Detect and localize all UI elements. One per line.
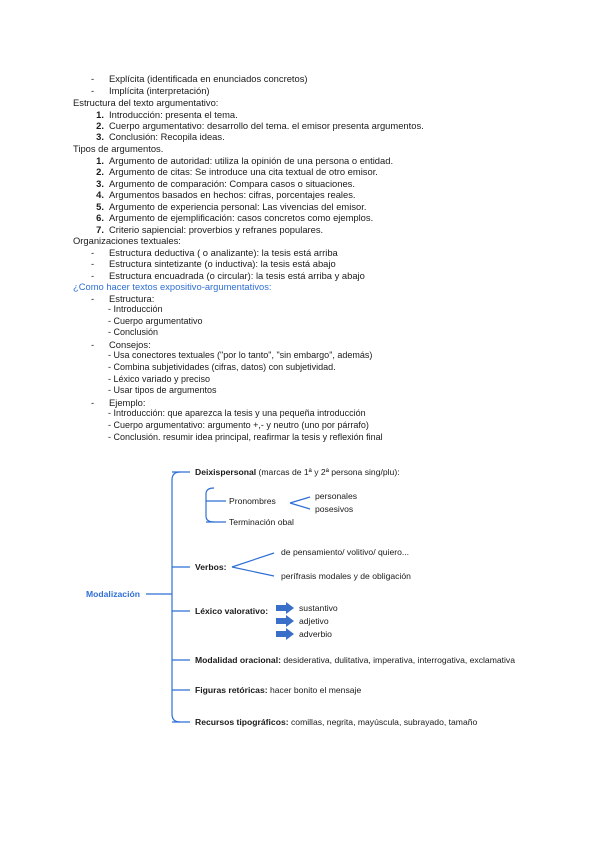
- list-item: Argumento de autoridad: utiliza la opinión de una persona o entidad.: [109, 155, 394, 166]
- list-item: Cuerpo argumentativo: desarrollo del tema. el emisor presenta argumentos.: [109, 120, 424, 131]
- lexico-item: adjetivo: [299, 616, 329, 626]
- sub-item: - Introducción: que aparezca la tesis y una pequeña introducción: [108, 408, 366, 418]
- list-item: Argumento de ejemplificación: casos concretos como ejemplos.: [109, 212, 374, 223]
- posesivos-label: posesivos: [315, 504, 354, 514]
- item-number: 2.: [96, 120, 104, 131]
- list-item: Estructura sintetizante (o inductiva): la tesis está abajo: [109, 258, 336, 269]
- arrow-right-icon: [276, 628, 294, 640]
- list-item: Argumento de comparación: Compara casos o situaciones.: [109, 178, 355, 189]
- list-item: Argumento de experiencia personal: Las vivencias del emisor.: [109, 201, 367, 212]
- verbos-title: Verbos:: [195, 562, 227, 572]
- lexico-node: [195, 606, 268, 616]
- lexico-title: Léxico valorativo:: [195, 606, 269, 616]
- lexico-item: adverbio: [299, 629, 332, 639]
- verbos-a-label: de pensamiento/ volitivo/ quiero...: [281, 547, 410, 557]
- personales-label: personales: [315, 491, 358, 501]
- sub-item: - Conclusión. resumir idea principal, reafirmar la tesis y reflexión final: [108, 432, 383, 442]
- item-number: 7.: [96, 224, 104, 235]
- item-number: 6.: [96, 212, 104, 223]
- deixis-desc: (marcas de 1ª y 2ª persona sing/plu):: [256, 467, 400, 477]
- arrow-right-icon: [276, 615, 294, 627]
- list-item: Explícita (identificada en enunciados concretos): [109, 73, 308, 84]
- subsection-label: Estructura:: [109, 293, 155, 304]
- figuras-node: [195, 685, 361, 695]
- sub-item: - Cuerpo argumentativo: [108, 316, 203, 326]
- item-number: 3.: [96, 178, 104, 189]
- diagram-root-label: Modalización: [86, 589, 140, 599]
- section-heading: Tipos de argumentos.: [73, 143, 164, 154]
- deixis-node: [195, 467, 400, 477]
- bullet: -: [91, 85, 95, 96]
- fork-verbos-b: [232, 567, 274, 576]
- figuras-desc: hacer bonito el mensaje: [267, 685, 362, 695]
- item-number: 3.: [96, 131, 104, 142]
- recursos-desc: comillas, negrita, mayúscula, subrayado, tamaño: [288, 717, 478, 727]
- recursos-node: [195, 717, 477, 727]
- subsection-label: Consejos:: [109, 339, 151, 350]
- bullet: -: [91, 293, 95, 304]
- fork-personales: [290, 497, 310, 503]
- deixis-title: Deixispersonal: [195, 467, 257, 477]
- sub-item: - Usar tipos de argumentos: [108, 385, 217, 395]
- sub-item: - Conclusión: [108, 327, 159, 337]
- item-number: 1.: [96, 109, 104, 120]
- bullet: -: [91, 258, 95, 269]
- bullet: -: [91, 247, 95, 258]
- sub-item: - Léxico variado y preciso: [108, 374, 211, 384]
- pronombres-label: Pronombres: [229, 496, 276, 506]
- item-number: 1.: [96, 155, 104, 166]
- fork-posesivos: [290, 503, 310, 509]
- modalidad-node: [195, 655, 515, 665]
- bullet: -: [91, 73, 95, 84]
- main-bracket: [172, 472, 180, 722]
- sub-item: - Combina subjetividades (cifras, datos) con subjetividad.: [108, 362, 336, 372]
- section-heading: Organizaciones textuales:: [73, 235, 181, 246]
- list-item: Criterio sapiencial: proverbios y refranes populares.: [109, 224, 324, 235]
- verbos-node: [195, 562, 227, 572]
- sub-item: - Cuerpo argumentativo: argumento +,- y neutro (uno por párrafo): [108, 420, 369, 430]
- list-item: Conclusión: Recopila ideas.: [109, 131, 225, 142]
- item-number: 5.: [96, 201, 104, 212]
- recursos-title: Recursos tipográficos:: [195, 717, 289, 727]
- list-item: Introducción: presenta el tema.: [109, 109, 238, 120]
- list-item: Estructura encuadrada (o circular): la tesis está arriba y abajo: [109, 270, 365, 281]
- bullet: -: [91, 339, 95, 350]
- list-item: Argumentos basados en hechos: cifras, porcentajes reales.: [109, 189, 356, 200]
- terminacion-label: Terminación obal: [229, 517, 294, 527]
- item-number: 4.: [96, 189, 104, 200]
- modalidad-desc: desiderativa, dulitativa, imperativa, interrogativa, exclamativa: [280, 655, 516, 665]
- sub-item: - Usa conectores textuales ("por lo tanto", "sin embargo", además): [108, 350, 373, 360]
- figuras-title: Figuras retóricas:: [195, 685, 268, 695]
- section-heading: Estructura del texto argumentativo:: [73, 97, 219, 108]
- bullet: -: [91, 270, 95, 281]
- arrow-right-icon: [276, 602, 294, 614]
- modalidad-title: Modalidad oracional:: [195, 655, 281, 665]
- sub-item: - Introducción: [108, 304, 163, 314]
- list-item: Argumento de citas: Se introduce una cita textual de otro emisor.: [109, 166, 378, 177]
- bullet: -: [91, 397, 95, 408]
- section-heading-link: ¿Como hacer textos expositivo-argumentativos:: [73, 281, 272, 292]
- verbos-b-label: perífrasis modales y de obligación: [281, 571, 411, 581]
- subsection-label: Ejemplo:: [109, 397, 146, 408]
- item-number: 2.: [96, 166, 104, 177]
- lexico-item: sustantivo: [299, 603, 338, 613]
- fork-verbos-a: [232, 553, 274, 567]
- list-item: Implícita (interpretación): [109, 85, 210, 96]
- list-item: Estructura deductiva ( o analizante): la tesis está arriba: [109, 247, 338, 258]
- deixis-sub-bracket: [206, 488, 214, 522]
